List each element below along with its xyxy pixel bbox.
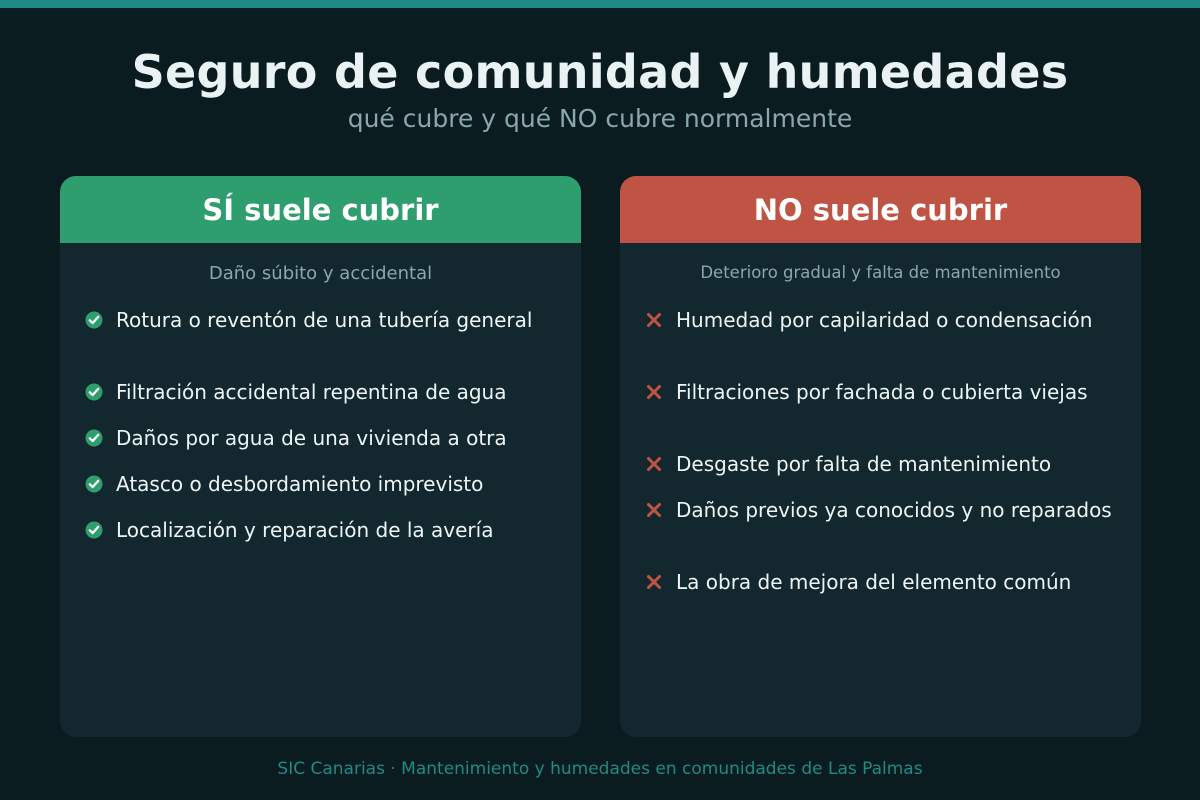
check-icon (85, 311, 103, 329)
covered-item (85, 379, 555, 405)
cross-icon (645, 501, 663, 519)
not-covered-item (645, 307, 1115, 333)
covered-item-text: Daños por agua de una vivienda a otra (116, 426, 507, 450)
covered-card-heading: SÍ suele cubrir (60, 176, 581, 243)
cross-icon (645, 383, 663, 401)
page-subtitle: qué cubre y qué NO cubre normalmente (347, 104, 853, 133)
not-covered-card (620, 176, 1141, 737)
not-covered-item (645, 497, 1115, 523)
check-icon (85, 429, 103, 447)
covered-item (85, 307, 555, 333)
not-covered-item (645, 451, 1115, 477)
top-accent-bar (0, 0, 1200, 8)
not-covered-item-text: La obra de mejora del elemento común (676, 570, 1072, 594)
not-covered-item-text: Daños previos ya conocidos y no reparados (676, 498, 1112, 522)
not-covered-item-text: Filtraciones por fachada o cubierta viejas (676, 380, 1088, 404)
not-covered-item-text: Humedad por capilaridad o condensación (676, 308, 1093, 332)
cross-icon (645, 311, 663, 329)
covered-item (85, 425, 555, 451)
covered-card-caption: Daño súbito y accidental (208, 263, 433, 284)
covered-card (60, 176, 581, 737)
covered-item-text: Localización y reparación de la avería (116, 518, 494, 542)
not-covered-item (645, 569, 1115, 595)
check-icon (85, 475, 103, 493)
cross-icon (645, 573, 663, 591)
not-covered-item-text: Desgaste por falta de mantenimiento (676, 452, 1052, 476)
not-covered-card-heading: NO suele cubrir (620, 176, 1141, 243)
check-icon (85, 521, 103, 539)
covered-item-text: Atasco o desbordamiento imprevisto (116, 472, 484, 496)
not-covered-card-caption: Deterioro gradual y falta de mantenimiento (700, 263, 1061, 282)
check-icon (85, 383, 103, 401)
covered-item (85, 471, 555, 497)
covered-item (85, 517, 555, 543)
not-covered-item (645, 379, 1115, 405)
footer-credit: SIC Canarias · Mantenimiento y humedades en comunidades de Las Palmas (277, 759, 923, 779)
cross-icon (645, 455, 663, 473)
covered-item-text: Filtración accidental repentina de agua (116, 380, 507, 404)
page-title: Seguro de comunidad y humedades (131, 45, 1069, 99)
covered-item-text: Rotura o reventón de una tubería general (116, 308, 533, 332)
